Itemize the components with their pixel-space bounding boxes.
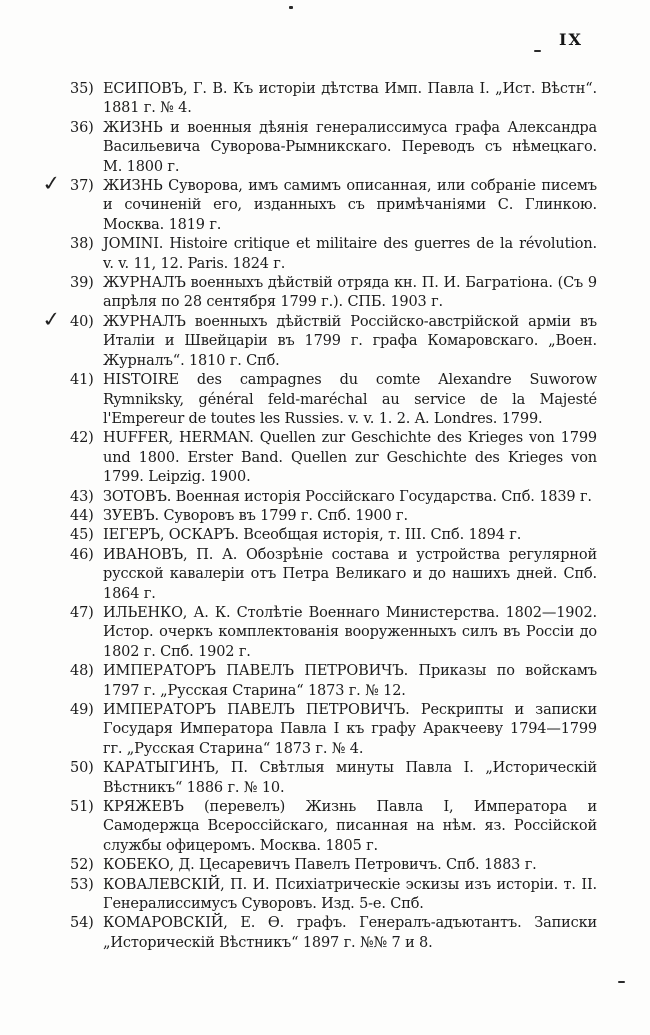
entry-number: 46) [70,546,94,563]
entry-text: ИМПЕРАТОРЪ ПАВЕЛЪ ПЕТРОВИЧЪ. Рескрипты и записки Государя Императора Павла I къ графу Аракчееву 1794—1799 гг. „Русская Старина“ 1873 г. № 4. [103,702,597,757]
bibliography-entry [70,876,597,915]
bibliography-entry [70,662,597,701]
entry-text: КОБЕКО, Д. Цесаревичъ Павелъ Петровичъ. Спб. 1883 г. [103,857,537,874]
entry-number: 54) [70,915,94,932]
entry-number: 43) [70,488,94,505]
bibliography-entry [70,119,597,177]
bibliography-entry [70,429,597,487]
entry-number: 38) [70,236,94,253]
bibliography-entry [70,80,597,119]
entry-text: ЗУЕВЪ. Суворовъ въ 1799 г. Спб. 1900 г. [103,507,408,524]
bibliography-entry [70,856,597,875]
entry-number: 39) [70,275,94,292]
bibliography-list [40,80,597,953]
entry-number: 47) [70,604,94,621]
bibliography-entry [70,274,597,313]
entry-text: HUFFER, HERMAN. Quellen zur Geschichte des Krieges von 1799 und 1800. Erster Band. Quellen zur Geschichte des Krieges von 1799. Leipzig. 1900. [103,430,597,486]
scan-artifact [534,50,541,52]
entry-number: 48) [70,663,94,680]
entry-text: ИВАНОВЪ, П. А. Обозрѣніе состава и устройства регулярной русской кавалеріи отъ Петра Великаго и до нашихъ дней. Спб. 1864 г. [103,546,597,602]
bibliography-entry [70,371,597,429]
bibliography-entry [70,759,597,798]
bibliography-entry [40,305,597,371]
entry-number: 41) [70,372,94,389]
bibliography-entry [70,507,597,526]
entry-text: ЖУРНАЛЪ военныхъ дѣйствій отряда кн. П. И. Багратіона. (Съ 9 апрѣля по 28 сентября 1799 г.). СПБ. 1903 г. [103,275,597,311]
bibliography-entry [70,798,597,856]
entry-text: ЕСИПОВЪ, Г. В. Къ исторіи дѣтства Имп. Павла I. „Ист. Вѣстн“. 1881 г. № 4. [103,81,597,117]
entry-number: 51) [70,799,94,816]
bibliography-entry [70,235,597,274]
entry-text: ЖИЗНЬ Суворова, имъ самимъ описанная, или собраніе писемъ и сочиненій его, изданныхъ съ примѣчаніями С. Глинкою. Москва. 1819 г. [103,178,597,233]
entry-text: ЖИЗНЬ и военныя дѣянія генералиссимуса графа Александра Васильевича Суворова-Рымникскаго. Переводъ съ нѣмецкаго. М. 1800 г. [103,119,597,175]
entry-number: 44) [70,507,94,524]
entry-number: 50) [70,760,94,777]
entry-text: ЖУРНАЛЪ военныхъ дѣйствій Россійско-австрійской арміи въ Италіи и Швейцаріи въ 1799 г. графа Комаровскаго. „Воен. Журналъ“. 1810 г. Спб. [103,313,597,369]
entry-text: ИЛЬЕНКО, А. К. Столѣтіе Военнаго Министерства. 1802—1902. Истор. очеркъ комплектованія вооруженныхъ силъ въ Россіи до 1802 г. Спб. 1902 г. [103,604,597,660]
entry-text: ЗОТОВЪ. Военная исторія Россійскаго Государства. Спб. 1839 г. [103,488,592,505]
entry-text: КАРАТЫГИНЪ, П. Свѣтлыя минуты Павла I. „Историческій Вѣстникъ“ 1886 г. № 10. [103,760,597,796]
bibliography-entry [40,169,597,235]
bibliography-entry [70,526,597,545]
bibliography-entry [70,488,597,507]
scan-artifact [618,981,625,983]
entry-number: 36) [70,119,94,136]
entry-number: 42) [70,430,94,447]
entry-number: 52) [70,857,94,874]
entry-number: 35) [70,81,94,97]
entry-text: JOMINI. Histoire critique et militaire des guerres de la révolution. v. v. 11, 12. Paris. 1824 г. [103,236,597,272]
bibliography-entry [70,701,597,759]
entry-number: 49) [70,702,94,718]
bibliography-entry [70,914,597,953]
entry-text: КРЯЖЕВЪ (перевелъ) Жизнь Павла I, Императора и Самодержца Всероссійскаго, писанная на нѣм. яз. Россійской службы офицеромъ. Москва. 1805 г. [103,799,597,854]
entry-number: 53) [70,876,94,893]
entry-text: ИМПЕРАТОРЪ ПАВЕЛЪ ПЕТРОВИЧЪ. Приказы по войскамъ 1797 г. „Русская Старина“ 1873 г. № 12. [103,663,597,699]
checkmark-icon: ✓ [40,169,63,197]
entry-number: 45) [70,527,94,544]
scan-artifact [289,6,293,9]
entry-text: HISTOIRE des campagnes du comte Alexandre Suworow Rymniksky, général feld-maréchal au service de la Majesté l'Empereur de toutes les Russies. v. v. 1. 2. A. Londres. 1799. [103,372,597,427]
bibliography-entry [70,546,597,604]
entry-text: ІЕГЕРЪ, ОСКАРЪ. Всеобщая исторія, т. III. Спб. 1894 г. [103,527,522,544]
entry-text: КОМАРОВСКІЙ, Е. Ѳ. графъ. Генералъ-адъютантъ. Записки „Историческій Вѣстникъ“ 1897 г. №№ 7 и 8. [103,915,597,951]
entry-number: 40) [70,313,94,330]
page-number: IX [559,30,583,49]
entry-text: КОВАЛЕВСКІЙ, П. И. Психіатрическіе эскизы изъ исторіи. т. II. Генералиссимусъ Суворовъ. Изд. 5-е. Спб. [103,876,597,913]
bibliography-entry [70,604,597,662]
checkmark-icon: ✓ [40,305,63,333]
entry-number: 37) [70,178,94,195]
